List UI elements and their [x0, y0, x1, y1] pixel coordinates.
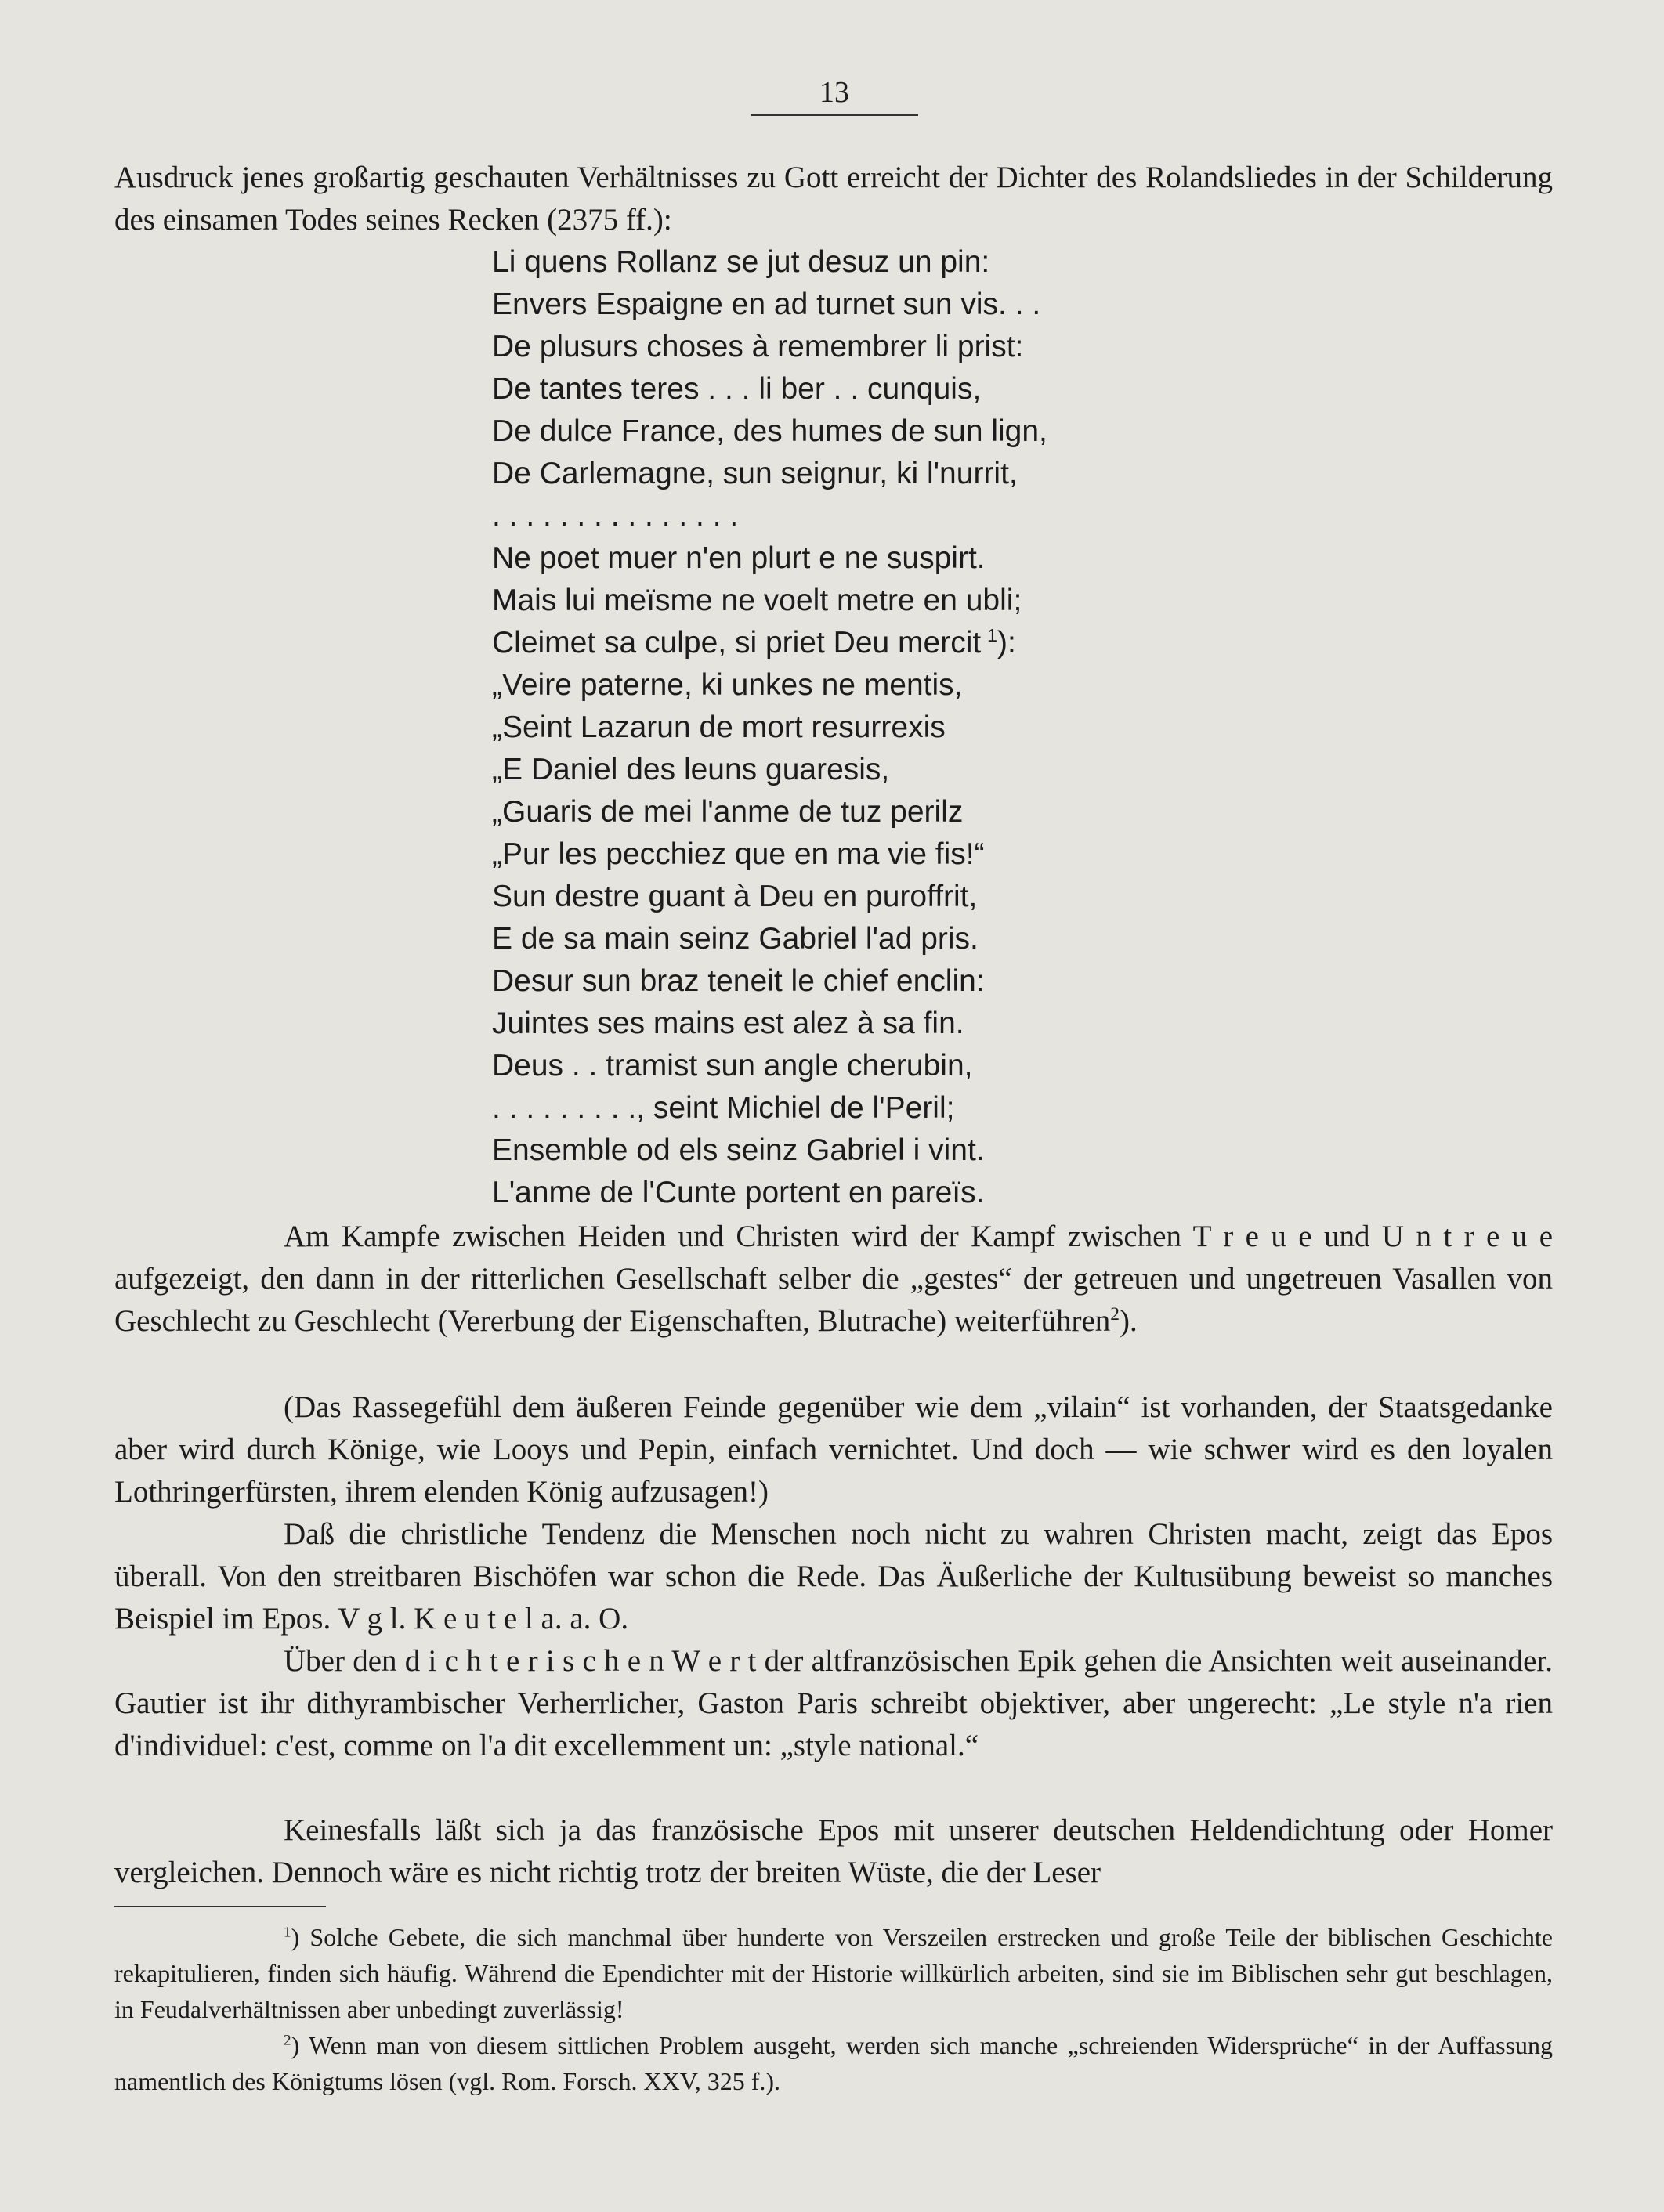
verse-line: Ensemble od els seinz Gabriel i vint. [492, 1133, 985, 1167]
verse-line: E de sa main seinz Gabriel l'ad pris. [492, 922, 979, 956]
verse-line: „Seint Lazarun de mort resurrexis [492, 710, 946, 744]
verse-line: Desur sun braz teneit le chief enclin: [492, 964, 985, 998]
paragraph-rassegefuehl: (Das Rassegefühl dem äußeren Feinde gegenüber wie dem „vilain“ ist vorhanden, der Staatsgedanke aber wird durch Könige, wie Looys und Pepin, einfach vernichtet. Und doch — wie schwer wird es den loyalen Lothringerfürsten, ihrem elenden König aufzusagen!) [114, 1390, 1553, 1509]
verse-line: L'anme de l'Cunte portent en pareïs. [492, 1176, 985, 1209]
intro-paragraph: Ausdruck jenes großartig geschauten Verhältnisses zu Gott erreicht der Dichter des Rolandsliedes in der Schilderung des einsamen Todes seines Recken (2375 ff.): [114, 161, 1553, 237]
footnote-1 [114, 1919, 1553, 2027]
verse-line: Li quens Rollanz se jut desuz un pin: [492, 245, 990, 279]
verse-line: De plusurs choses à remembrer li prist: [492, 330, 1024, 363]
paragraph-christliche-tendenz: Daß die christliche Tendenz die Menschen noch nicht zu wahren Christen macht, zeigt das Epos überall. Von den streitbaren Bischöfen war schon die Rede. Das Äußerliche der Kultusübung beweist so manches Beispiel im Epos. V g l. K e u t e l a. a. O. [114, 1517, 1553, 1636]
verse-line: Sun destre guant à Deu en puroffrit, [492, 880, 978, 913]
page-number-rule [751, 114, 918, 116]
footnote-2-marker: 2 [284, 2032, 291, 2049]
verse-block [492, 241, 1432, 1214]
verse-line: Mais lui meïsme ne voelt metre en ubli; [492, 584, 1022, 617]
footnote-marker-1: 1 [987, 625, 998, 645]
verse-ellipsis-line: . . . . . . . . . . . . . . . [492, 499, 739, 533]
verse-marker-tail: ): [997, 626, 1016, 660]
footnote-2 [114, 2027, 1553, 2099]
verse-line: De dulce France, des humes de sun lign, [492, 414, 1047, 448]
verse-line: „Veire paterne, ki unkes ne mentis, [492, 668, 963, 702]
footnote-rule [114, 1906, 326, 1907]
verse-line: „E Daniel des leuns guaresis, [492, 753, 890, 786]
verse-line: De tantes teres . . . li ber . . cunquis, [492, 372, 982, 406]
footnote-1-text: ) Solche Gebete, die sich manchmal über hunderte von Verszeilen erstrecken und große Teile der biblischen Geschichte rekapitulieren, finden sich häufig. Während die Ependichter mit der Historie willkürlich arbeiten, sind sie im Biblischen sehr gut beschlagen, in Feudalverhältnissen aber unbedingt zuverlässig! [114, 1923, 1553, 2023]
verse-line: „Pur les pecchiez que en ma vie fis!“ [492, 837, 985, 871]
verse-line: Deus . . tramist sun angle cherubin, [492, 1049, 973, 1083]
verse-line: Envers Espaigne en ad turnet sun vis. . . [492, 287, 1041, 321]
verse-line: Juintes ses mains est alez à sa fin. [492, 1007, 964, 1040]
paragraph-text: Am Kampfe zwischen Heiden und Christen wird der Kampf zwischen T r e u e und U n t r e u e aufgezeigt, den dann in der ritterlichen Gesellschaft selber die „gestes“ der getreuen und ungetreuen Vasallen von Geschlecht zu Geschlecht (Vererbung der Eigenschaften, Blutrache) weiterführen [114, 1220, 1553, 1338]
verse-line: Ne poet muer n'en plurt e ne suspirt. [492, 541, 986, 575]
footnote-1-marker: 1 [284, 1924, 291, 1941]
paragraph-keinesfalls: Keinesfalls läßt sich ja das französische Epos mit unserer deutschen Heldendichtung oder Homer vergleichen. Dennoch wäre es nicht richtig trotz der breiten Wüste, die der Leser [114, 1813, 1553, 1889]
page-number: 13 [819, 76, 849, 109]
verse-line: „Guaris de mei l'anme de tuz perilz [492, 795, 964, 829]
verse-line-text: Cleimet sa culpe, si priet Deu mercit [492, 626, 982, 660]
paragraph-treue [114, 1216, 1553, 1343]
paragraph-text-tail: ). [1119, 1304, 1138, 1338]
verse-line-with-footnote [492, 622, 1432, 664]
verse-line: De Carlemagne, sun seignur, ki l'nurrit, [492, 457, 1018, 490]
paragraph-dichterischer-wert: Über den d i c h t e r i s c h e n W e r t der altfranzösischen Epik gehen die Ansichten weit auseinander. Gautier ist ihr dithyrambischer Verherrlicher, Gaston Paris schreibt objektiver, aber ungerecht: „Le style n'a rien d'individuel: c'est, comme on l'a dit excellemment un: „style national.“ [114, 1644, 1553, 1762]
footnote-2-text: ) Wenn man von diesem sittlichen Problem ausgeht, werden sich manche „schreienden Widersprüche“ in der Auffassung namentlich des Königtums lösen (vgl. Rom. Forsch. XXV, 325 f.). [114, 2031, 1553, 2095]
footnote-marker-2: 2 [1110, 1304, 1120, 1325]
verse-line: . . . . . . . . ., seint Michiel de l'Peril; [492, 1091, 955, 1125]
